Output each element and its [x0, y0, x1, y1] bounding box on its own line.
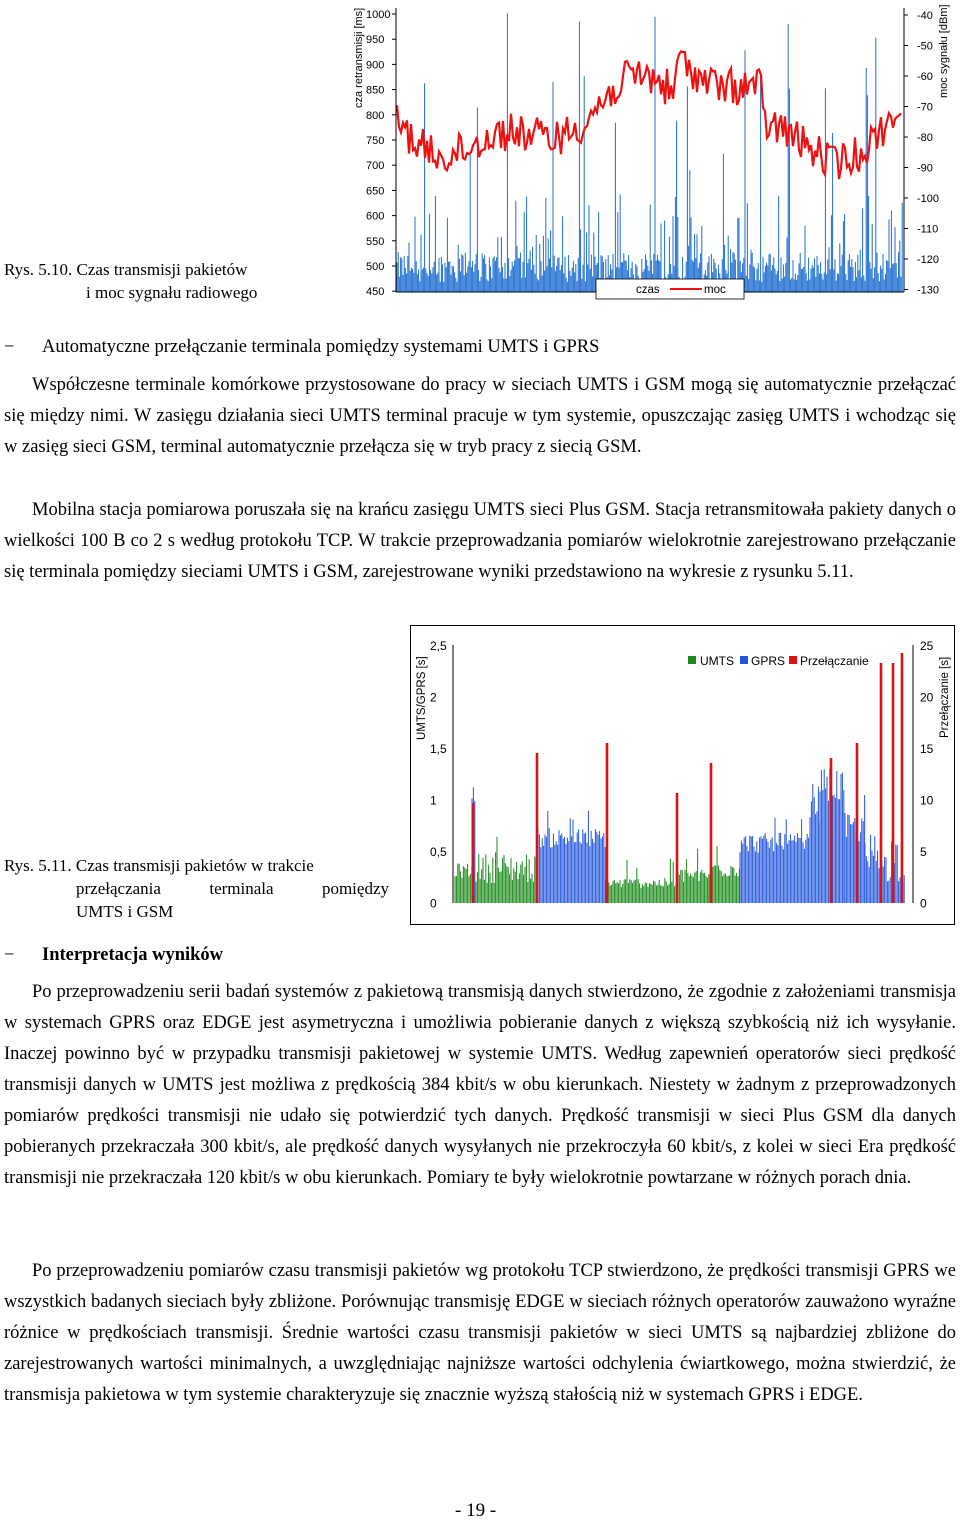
section1-heading-text: Automatyczne przełączanie terminala pomiędzy systemami UMTS i GPRS	[42, 337, 600, 357]
section1-paragraph1: Współczesne terminale komórkowe przystosowane do pracy w sieciach UMTS i GSM mogą się automatycznie przełączać się między nimi. W zasięgu działania sieci UMTS terminal pracuje w tym systemie, opuszczając zasięg UMTS i wchodząc się w zasięg sieci GSM, terminal automatycznie przełącza się w tryb pracy z siecią GSM.	[4, 375, 956, 457]
section2-paragraph2: Po przeprowadzeniu pomiarów czasu transmisji pakietów wg protokołu TCP stwierdzono, że prędkości transmisji GPRS we wszystkich badanych sieciach były zbliżone. Porównując transmisję EDGE w sieciach różnych operatorów zauważono wyraźne różnice w prędkościach transmisji. Średnie wartości czasu transmisji pakietów w sieci UMTS są najbardziej zbliżone do zarejestrowanych wartości minimalnych, a uwzględniając najniższe wartości odchylenia ćwiartkowego, można stwierdzić, że transmisja pakietowa w tym systemie charakteryzuje się znacznie wyższą stałością niż w systemach GPRS i EDGE.	[4, 1261, 956, 1405]
figure2-left-tick-label: 1,5	[430, 742, 447, 756]
section1-heading	[4, 335, 944, 359]
figure2-legend-gprs-swatch	[740, 656, 748, 664]
figure2-legend-switch-swatch	[789, 656, 797, 664]
figure2-left-tick-label: 2,5	[430, 639, 447, 653]
figure1-right-tick-label: -70	[917, 101, 933, 114]
figure2-right-tick-label: 25	[920, 639, 934, 653]
section2-dash: −	[4, 945, 15, 965]
section1-dash: −	[4, 337, 15, 357]
figure2-legend-umts-swatch	[688, 656, 696, 664]
figure1-right-tick-label: -50	[917, 40, 933, 53]
figure2-right-tick-label: 10	[920, 793, 934, 808]
section2-heading	[4, 943, 944, 967]
figure1-right-tick-label: -40	[917, 10, 933, 22]
figure1-chart	[340, 0, 960, 310]
figure2-caption-line1: Rys. 5.11. Czas transmisji pakietów w trakcie	[4, 856, 314, 875]
figure2-right-axis-label: Przełączanie [s]	[939, 656, 951, 738]
figure1-right-tick-label: -110	[917, 223, 939, 236]
figure1-caption-line1: Rys. 5.10. Czas transmisji pakietów	[4, 260, 248, 279]
figure1-right-tick-label: -100	[917, 193, 940, 205]
figure1-left-tick-label: 600	[366, 210, 385, 223]
figure2-legend-gprs: GPRS	[751, 654, 786, 668]
figure1-caption	[4, 258, 304, 304]
figure1-left-tick-label: 450	[366, 286, 385, 299]
figure2-right-tick-label: 5	[920, 845, 927, 859]
figure1-left-tick-label: 1000	[366, 9, 391, 21]
figure2-legend-switch: Przełączanie	[800, 654, 869, 668]
figure1-left-tick-label: 650	[366, 185, 385, 198]
figure1-left-tick-label: 700	[366, 160, 385, 173]
figure2-left-tick-label: 0	[430, 896, 437, 911]
figure2-left-tick-label: 0,5	[430, 845, 447, 859]
figure1-right-tick-label: -80	[917, 132, 933, 144]
figure1-left-tick-label: 950	[366, 34, 385, 47]
page-number: - 19 -	[455, 1500, 497, 1521]
figure1-right-tick-label: -90	[917, 162, 933, 175]
figure1-left-tick-label: 900	[366, 59, 385, 72]
figure2-left-tick-label: 2	[430, 690, 437, 705]
figure1-legend	[596, 279, 744, 299]
figure2-left-tick-label: 1	[430, 793, 437, 808]
figure2-caption	[4, 854, 389, 923]
figure2-legend-umts: UMTS	[700, 654, 734, 668]
figure1-left-tick-label: 750	[366, 135, 385, 147]
figure2-right-tick-label: 0	[920, 896, 927, 911]
figure1-caption-line2: i moc sygnału radiowego	[86, 283, 258, 302]
figure1-right-tick-label: -130	[917, 284, 940, 297]
figure1-left-tick-label: 800	[366, 109, 385, 122]
figure1-right-tick-label: -60	[917, 71, 933, 83]
figure2-caption-line2: przełączania terminala pomiędzy	[76, 879, 389, 898]
figure1-left-tick-label: 550	[366, 235, 385, 248]
figure1-left-tick-label: 850	[366, 84, 385, 97]
figure2-chart	[410, 625, 955, 925]
figure1-right-axis-label: moc sygnału [dBm]	[938, 4, 950, 98]
figure2-caption-line3: UMTS i GSM	[76, 902, 174, 921]
figure1-left-axis-label: cza retransmisji [ms]	[353, 7, 365, 108]
figure2-right-tick-label: 15	[920, 742, 934, 756]
figure2-left-axis-label: UMTS/GPRS [s]	[416, 656, 428, 740]
figure2-right-tick-label: 20	[920, 690, 934, 705]
figure1-legend-moc: moc	[704, 284, 726, 296]
figure1-right-tick-label: -120	[917, 254, 940, 266]
section2-heading-text: Interpretacja wyników	[42, 945, 224, 965]
figure2-legend	[688, 654, 869, 668]
figure1-left-tick-label: 500	[366, 261, 385, 273]
figure1-legend-czas: czas	[636, 284, 660, 296]
section1-paragraph2: Mobilna stacja pomiarowa poruszała się na krańcu zasięgu UMTS sieci Plus GSM. Stacja retransmitowała pakiety danych o wielkości 100 B co 2 s według protokołu TCP. W trakcie przeprowadzania pomiarów wielokrotnie zarejestrowano przełączanie się terminala pomiędzy sieciami UMTS i GSM, zarejestrowane wyniki przedstawiono na wykresie z rysunku 5.11.	[4, 500, 956, 582]
section2-paragraph1: Po przeprowadzeniu serii badań systemów z pakietową transmisją danych stwierdzono, że zgodnie z założeniami transmisja w systemach GPRS oraz EDGE jest asymetryczna i umożliwia pobieranie danych z większą szybkością niż ich wysyłanie. Inaczej powinno być w przypadku transmisji pakietowej w systemie UMTS. Według zapewnień operatorów sieci prędkość transmisji danych w UMTS jest możliwa z prędkością 384 kbit/s w obu kierunkach. Niestety w żadnym z przeprowadzonych pomiarów prędkości transmisji nie udało się potwierdzić tych danych. Prędkość transmisji w sieci Plus GSM dla danych pobieranych przekraczała 300 kbit/s, ale prędkość danych wysyłanych nie przekroczyła 60 kbit/s, z kolei w sieci Era prędkość transmisji nie przekraczała 120 kbit/s w obu kierunkach. Pomiary te były wielokrotnie powtarzane w różnych porach dnia.	[4, 982, 956, 1188]
